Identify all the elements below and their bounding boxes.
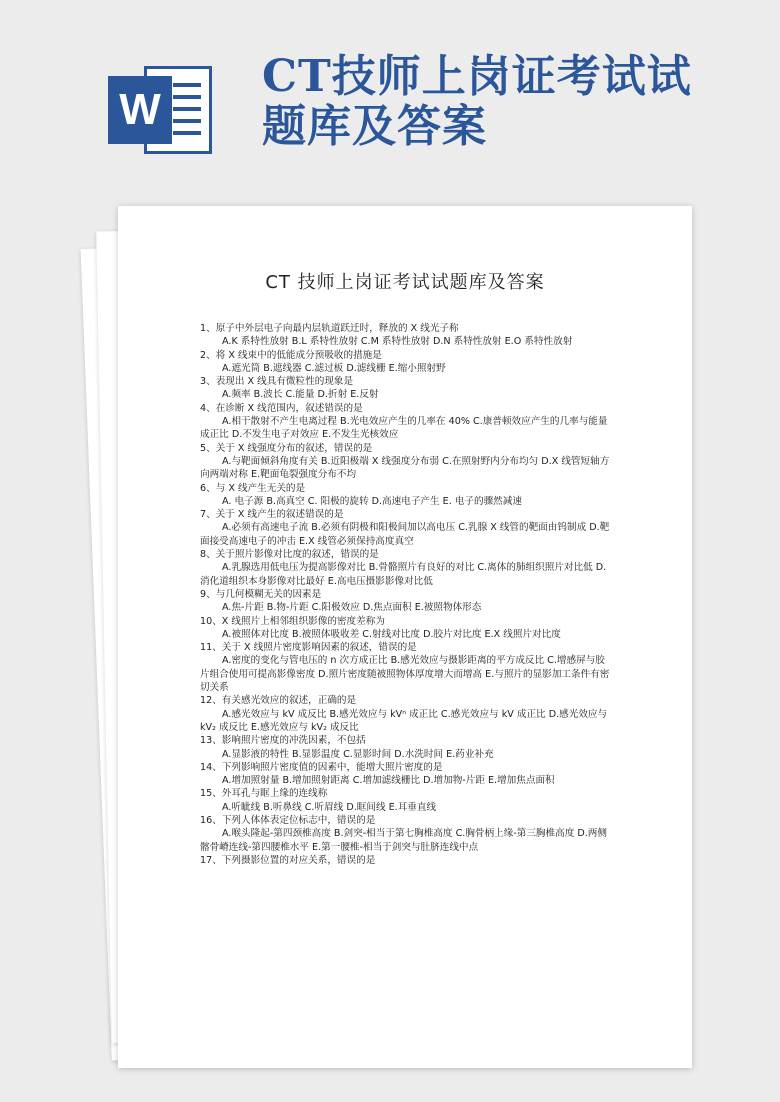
question-item bbox=[200, 508, 610, 548]
question-item bbox=[200, 615, 610, 642]
document-title: CT 技师上岗证考试试题库及答案 bbox=[265, 272, 545, 293]
question-options: A.听眦线 B.听鼻线 C.听眉线 D.眶间线 E.耳垂直线 bbox=[222, 801, 437, 813]
word-document-icon bbox=[108, 66, 212, 154]
question-options: A.频率 B.波长 C.能量 D.折射 E.反射 bbox=[222, 389, 379, 401]
question-options: A.K 系特性放射 B.L 系特性放射 C.M 系特性放射 D.N 系特性放射 E.O 系特性放射 bbox=[222, 336, 573, 348]
question-item bbox=[200, 482, 610, 509]
question-item bbox=[200, 588, 610, 615]
question-text: 6、与 X 线产生无关的是 bbox=[200, 482, 306, 494]
question-list bbox=[200, 322, 610, 867]
question-item bbox=[200, 787, 610, 814]
question-options: A.显影液的特性 B.显影温度 C.显影时间 D.水洗时间 E.药业补充 bbox=[222, 748, 494, 760]
banner-title: CT技师上岗证考试试题库及答案 bbox=[262, 51, 692, 152]
question-options: A. 电子源 B.高真空 C. 阳极的旋转 D.高速电子产生 E. 电子的骤然减速 bbox=[222, 495, 522, 507]
question-item bbox=[200, 854, 610, 867]
question-options: A.相干散射不产生电离过程 B.光电效应产生的几率在 40% C.康普顿效应产生的几率与能量成正比 D.不发生电子对效应 E.不发生光核效应 bbox=[200, 416, 608, 441]
question-text: 10、X 线照片上相邻组织影像的密度差称为 bbox=[200, 615, 385, 627]
question-text: 14、下列影响照片密度值的因素中，能增大照片密度的是 bbox=[200, 761, 443, 773]
question-item bbox=[200, 814, 610, 854]
question-item bbox=[200, 734, 610, 761]
question-text: 3、表现出 X 线具有微粒性的现象是 bbox=[200, 376, 354, 388]
question-text: 1、原子中外层电子向最内层轨道跃迁时，释放的 X 线光子称 bbox=[200, 323, 459, 334]
question-item bbox=[200, 375, 610, 402]
question-item bbox=[200, 548, 610, 588]
question-text: 12、有关感光效应的叙述，正确的是 bbox=[200, 695, 357, 707]
question-text: 5、关于 X 线强度分布的叙述，错误的是 bbox=[200, 442, 373, 454]
question-text: 16、下列人体体表定位标志中，错误的是 bbox=[200, 814, 376, 826]
question-options: A.焦-片距 B.物-片距 C.阳极效应 D.焦点面积 E.被照物体形态 bbox=[222, 602, 482, 614]
top-banner bbox=[0, 0, 780, 200]
question-text: 2、将 X 线束中的低能成分预吸收的措施是 bbox=[200, 349, 382, 361]
question-options: A.喉头隆起-第四颈椎高度 B.剑突-相当于第七胸椎高度 C.胸骨柄上缘-第三胸椎高度 D.两侧髂骨嵴连线-第四腰椎水平 E.第一腰椎-相当于剑突与肚脐连线中点 bbox=[200, 828, 607, 853]
question-text: 13、影响照片密度的冲洗因素，不包括 bbox=[200, 735, 366, 747]
question-text: 4、在诊断 X 线范围内，叙述错误的是 bbox=[200, 402, 363, 414]
question-options: A.密度的变化与管电压的 n 次方成正比 B.感光效应与摄影距离的平方成反比 C.增感屏与胶片组合使用可提高影像密度 D.照片密度随被照物体厚度增大而增高 E.与照片的显影加工条件有密切关系 bbox=[200, 655, 610, 694]
word-letter-badge: W bbox=[108, 76, 172, 144]
question-item bbox=[200, 641, 610, 694]
document-page bbox=[118, 206, 692, 1068]
question-text: 15、外耳孔与眶上缘的连线称 bbox=[200, 788, 328, 800]
question-options: A.增加照射量 B.增加照射距离 C.增加滤线栅比 D.增加物-片距 E.增加焦点面积 bbox=[222, 775, 555, 787]
question-text: 17、下列摄影位置的对应关系，错误的是 bbox=[200, 854, 376, 866]
question-item bbox=[200, 322, 610, 349]
question-item bbox=[200, 402, 610, 442]
question-text: 8、关于照片影像对比度的叙述，错误的是 bbox=[200, 549, 379, 561]
question-options: A.必须有高速电子流 B.必须有阴极和阳极间加以高电压 C.乳腺 X 线管的靶面由钨制成 D.靶面接受高速电子的冲击 E.X 线管必须保持高度真空 bbox=[200, 522, 610, 547]
question-item bbox=[200, 442, 610, 482]
question-options: A.乳腺选用低电压为提高影像对比 B.骨骼照片有良好的对比 C.离体的肺组织照片对比低 D.消化道组织本身影像对比最好 E.高电压摄影影像对比低 bbox=[200, 562, 607, 587]
question-text: 7、关于 X 线产生的叙述错误的是 bbox=[200, 509, 344, 521]
question-options: A.与靶面倾斜角度有关 B.近阳极端 X 线强度分布弱 C.在照射野内分布均匀 D.X 线管短轴方向两端对称 E.靶面龟裂强度分布不均 bbox=[200, 455, 610, 481]
question-options: A.被照体对比度 B.被照体吸收差 C.射线对比度 D.胶片对比度 E.X 线照片对比度 bbox=[222, 628, 561, 640]
question-item bbox=[200, 694, 610, 734]
question-item bbox=[200, 761, 610, 788]
question-options: A.感光效应与 kV 成反比 B.感光效应与 kVⁿ 成正比 C.感光效应与 kV 成正比 D.感光效应与 kV₂ 成反比 E.感光效应与 kV₂ 成反比 bbox=[200, 708, 608, 733]
question-text: 11、关于 X 线照片密度影响因素的叙述，错误的是 bbox=[200, 642, 417, 654]
question-text: 9、与几何模糊无关的因素是 bbox=[200, 588, 322, 600]
question-item bbox=[200, 349, 610, 376]
question-options: A.遮光筒 B.遮线器 C.滤过板 D.滤线栅 E.缩小照射野 bbox=[222, 362, 446, 374]
